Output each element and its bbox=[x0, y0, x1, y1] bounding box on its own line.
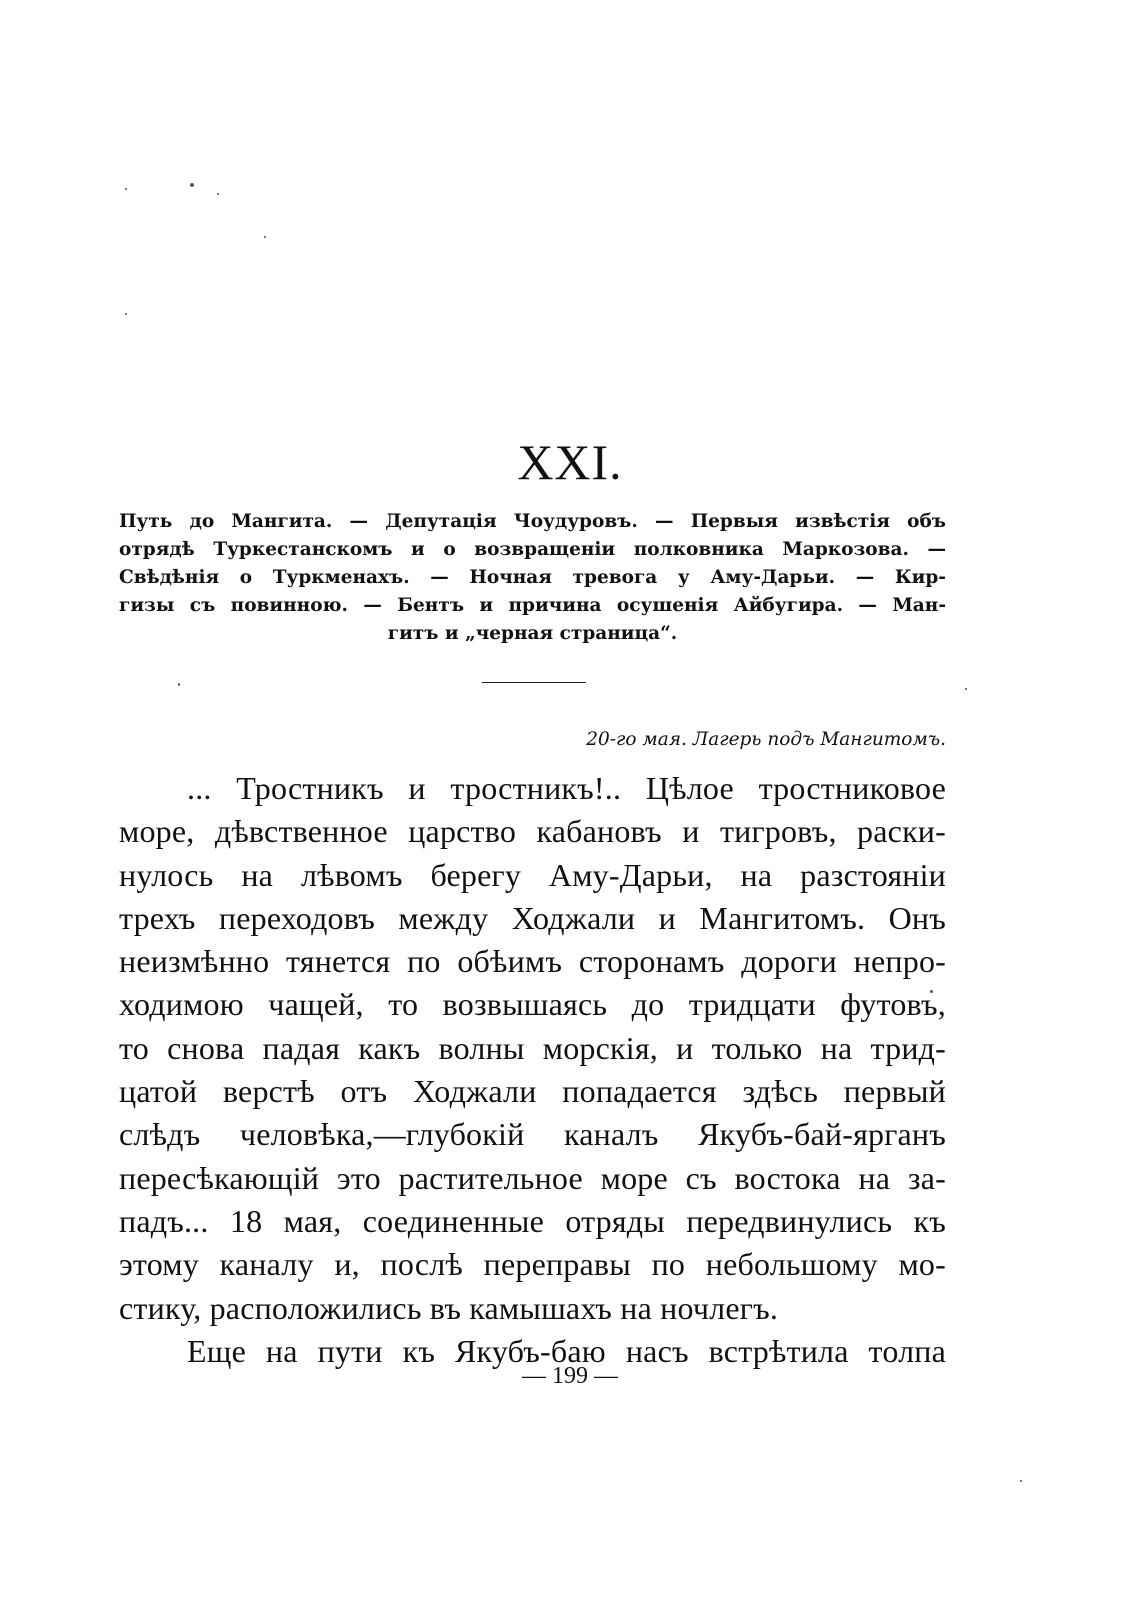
dateline: 20-го мая. Лагерь подъ Мангитомъ. bbox=[586, 729, 946, 750]
scan-speck bbox=[125, 188, 127, 190]
scan-speck bbox=[965, 688, 967, 690]
text-line: море, дѣвственное царство кабановъ и тигровъ, раски- bbox=[119, 813, 946, 850]
text-line: трехъ переходовъ между Ходжали и Мангитомъ. Онъ bbox=[119, 899, 946, 936]
chapter-number: XXI. bbox=[517, 434, 623, 490]
text-line: ... Тростникъ и тростникъ!.. Цѣлое тростниковое bbox=[187, 770, 946, 806]
text-line: этому каналу и, послѣ переправы по небольшому мо- bbox=[119, 1246, 946, 1283]
text-line: стику, расположились въ камышахъ на ночлегъ. bbox=[119, 1289, 779, 1326]
scan-speck bbox=[125, 313, 127, 315]
scan-speck bbox=[1020, 1480, 1022, 1482]
text-line: неизмѣнно тянется по обѣимъ сторонамъ дороги непро- bbox=[119, 943, 946, 980]
text-line: слѣдъ человѣка,—глубокій каналъ Якубъ-бай-ярганъ bbox=[119, 1116, 946, 1153]
text-line: падъ... 18 мая, соединенные отряды передвинулись къ bbox=[119, 1202, 946, 1239]
scan-speck bbox=[264, 236, 266, 238]
summary-line: Путь до Мангита. — Депутація Чоудуровъ. — Первыя извѣстія объ bbox=[119, 511, 946, 532]
scan-speck bbox=[178, 683, 180, 686]
scan-speck bbox=[190, 183, 194, 187]
text-line: ходимою чащей, то возвышаясь до тридцати футовъ, bbox=[119, 986, 946, 1023]
summary-line: гитъ и „черная страница“. bbox=[387, 623, 678, 644]
text-line: Еще на пути къ Якубъ-баю насъ встрѣтила толпа bbox=[187, 1332, 946, 1369]
summary-line: Свѣдѣнія о Туркменахъ. — Ночная тревога у Аму-Дарьи. — Кир- bbox=[119, 567, 946, 588]
scan-speck bbox=[217, 193, 219, 195]
chapter-summary bbox=[119, 508, 946, 648]
text-line: нулось на лѣвомъ берегу Аму-Дарьи, на разстояніи bbox=[119, 856, 946, 893]
summary-line: гизы съ повинною. — Бентъ и причина осушенія Айбугира. — Ман- bbox=[119, 595, 946, 616]
section-divider bbox=[482, 682, 586, 683]
page-number: — 199 — bbox=[522, 1363, 618, 1389]
text-line: пересѣкающій это растительное море съ востока на за- bbox=[119, 1159, 946, 1196]
body-text bbox=[119, 767, 946, 1373]
summary-line: отрядѣ Туркестанскомъ и о возвращеніи полковника Маркозова. — bbox=[119, 539, 946, 560]
text-line: то снова падая какъ волны морскія, и только на трид- bbox=[119, 1029, 946, 1066]
text-line: цатой верстѣ отъ Ходжали попадается здѣсь первый bbox=[119, 1073, 946, 1110]
